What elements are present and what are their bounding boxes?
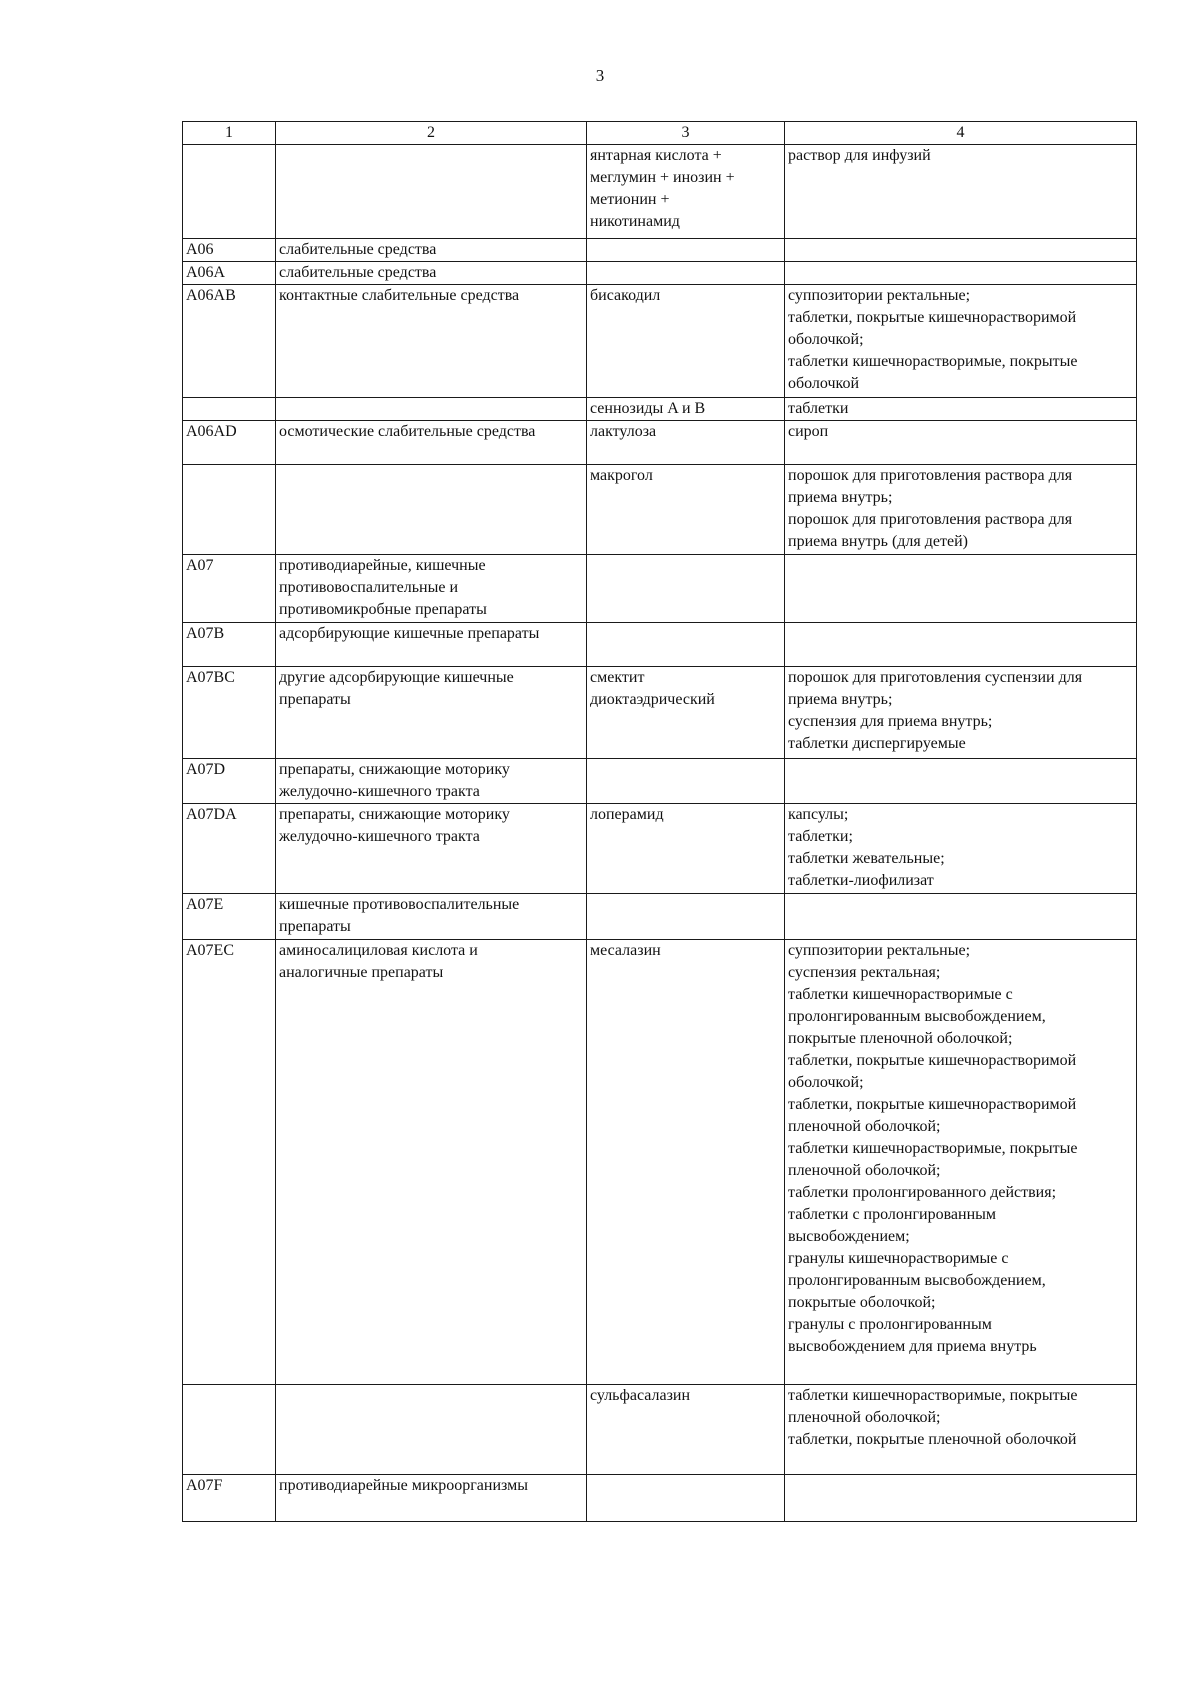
table-row (183, 1475, 1137, 1522)
drug-name-cell (587, 145, 785, 239)
drug-line: сульфасалазин (590, 1387, 691, 1404)
dosage-form-line: суспензия ректальная; (788, 964, 941, 981)
dosage-form-line: таблетки жевательные; (788, 850, 945, 867)
table-row (183, 145, 1137, 239)
dosage-forms-cell (785, 145, 1137, 239)
dosage-form-line: пролонгированным высвобождением, (788, 1008, 1046, 1025)
dosage-form-line: порошок для приготовления раствора для (788, 511, 1073, 528)
drug-name-cell (587, 465, 785, 555)
atc-code-cell: A06AD (183, 421, 276, 465)
dosage-form-line: таблетки, покрытые пленочной оболочкой (788, 1431, 1077, 1448)
dosage-form-line: приема внутрь; (788, 489, 893, 506)
dosage-forms-cell (785, 1475, 1137, 1522)
dosage-form-line: таблетки-лиофилизат (788, 872, 934, 889)
dosage-form-line: приема внутрь; (788, 691, 893, 708)
group-line: противодиарейные микроорганизмы (279, 1477, 528, 1494)
dosage-form-line: таблетки кишечнорастворимые, покрытые (788, 1387, 1078, 1404)
dosage-forms-cell (785, 262, 1137, 285)
dosage-form-line: гранулы кишечнорастворимые с (788, 1250, 1009, 1267)
drug-line: лоперамид (590, 806, 664, 823)
drug-name-cell (587, 1475, 785, 1522)
group-line: желудочно-кишечного тракта (279, 783, 480, 800)
table-row (183, 465, 1137, 555)
dosage-form-line: таблетки, покрытые кишечнорастворимой (788, 1052, 1077, 1069)
dosage-forms-cell (785, 465, 1137, 555)
pharmacological-group-cell (276, 804, 587, 894)
table-body (183, 145, 1137, 1522)
drug-line: меглумин + инозин + (590, 169, 735, 186)
pharmacological-group-cell (276, 239, 587, 262)
atc-code-cell: A06AB (183, 285, 276, 398)
group-line: слабительные средства (279, 264, 437, 281)
drug-name-cell (587, 262, 785, 285)
dosage-form-line: таблетки кишечнорастворимые, покрытые (788, 1140, 1078, 1157)
atc-code-cell (183, 465, 276, 555)
dosage-form-line: суппозитории ректальные; (788, 942, 971, 959)
dosage-forms-cell (785, 667, 1137, 759)
group-line: слабительные средства (279, 241, 437, 258)
table-row (183, 398, 1137, 421)
drug-name-cell (587, 1385, 785, 1475)
drug-name-cell (587, 398, 785, 421)
group-line: препараты, снижающие моторику (279, 761, 510, 778)
table-row (183, 759, 1137, 804)
dosage-form-line: суппозитории ректальные; (788, 287, 971, 304)
dosage-form-line: оболочкой (788, 375, 860, 392)
drug-line: метионин + (590, 191, 670, 208)
pharmacological-group-cell (276, 759, 587, 804)
atc-code-cell: A06A (183, 262, 276, 285)
dosage-forms-cell (785, 759, 1137, 804)
dosage-form-line: покрытые пленочной оболочкой; (788, 1030, 1013, 1047)
pharmacological-group-cell (276, 667, 587, 759)
drug-name-cell (587, 239, 785, 262)
pharmacological-group-cell (276, 398, 587, 421)
dosage-forms-cell (785, 894, 1137, 940)
dosage-forms-cell (785, 1385, 1137, 1475)
dosage-forms-cell (785, 940, 1137, 1385)
page-number: 3 (595, 66, 605, 85)
dosage-forms-cell (785, 239, 1137, 262)
pharmacological-group-cell (276, 465, 587, 555)
dosage-form-line: высвобождением для приема внутрь (788, 1338, 1037, 1355)
group-line: препараты (279, 691, 351, 708)
table-row (183, 262, 1137, 285)
dosage-forms-cell (785, 398, 1137, 421)
group-line: препараты (279, 918, 351, 935)
drug-line: диоктаэдрический (590, 691, 715, 708)
table-row (183, 623, 1137, 667)
atc-code-cell (183, 1385, 276, 1475)
group-line: другие адсорбирующие кишечные (279, 669, 514, 686)
dosage-form-line: раствор для инфузий (788, 147, 931, 164)
dosage-form-line: оболочкой; (788, 331, 864, 348)
column-header-1: 1 (183, 122, 276, 145)
group-line: желудочно-кишечного тракта (279, 828, 480, 845)
dosage-form-line: таблетки с пролонгированным (788, 1206, 997, 1223)
dosage-form-line: капсулы; (788, 806, 849, 823)
drug-name-cell (587, 804, 785, 894)
dosage-forms-cell (785, 555, 1137, 623)
group-line: противодиарейные, кишечные (279, 557, 486, 574)
pharmacological-group-cell (276, 145, 587, 239)
drug-name-cell (587, 667, 785, 759)
dosage-form-line: пленочной оболочкой; (788, 1162, 941, 1179)
pharmacological-group-cell (276, 623, 587, 667)
dosage-form-line: таблетки, покрытые кишечнорастворимой (788, 309, 1077, 326)
group-line: противовоспалительные и (279, 579, 458, 596)
table-row (183, 555, 1137, 623)
dosage-form-line: покрытые оболочкой; (788, 1294, 936, 1311)
dosage-form-line: таблетки диспергируемые (788, 735, 966, 752)
drug-line: лактулоза (590, 423, 657, 440)
drug-name-cell (587, 759, 785, 804)
dosage-form-line: пролонгированным высвобождением, (788, 1272, 1046, 1289)
dosage-forms-cell (785, 804, 1137, 894)
dosage-form-line: пленочной оболочкой; (788, 1118, 941, 1135)
atc-code-cell: A07BC (183, 667, 276, 759)
atc-code-cell: A07D (183, 759, 276, 804)
group-line: осмотические слабительные средства (279, 423, 536, 440)
atc-code-cell: A07EC (183, 940, 276, 1385)
drug-name-cell (587, 623, 785, 667)
drug-line: месалазин (590, 942, 661, 959)
dosage-form-line: суспензия для приема внутрь; (788, 713, 993, 730)
pharmacological-group-cell (276, 285, 587, 398)
drug-line: никотинамид (590, 213, 680, 230)
column-header-4: 4 (785, 122, 1137, 145)
atc-code-cell: A07 (183, 555, 276, 623)
dosage-form-line: порошок для приготовления суспензии для (788, 669, 1083, 686)
column-header-2: 2 (276, 122, 587, 145)
table-row (183, 804, 1137, 894)
atc-code-cell: A07E (183, 894, 276, 940)
pharmacological-group-cell (276, 555, 587, 623)
table-header-row (183, 122, 1137, 145)
drug-line: сеннозиды A и B (590, 400, 706, 417)
drug-name-cell (587, 894, 785, 940)
dosage-form-line: порошок для приготовления раствора для (788, 467, 1073, 484)
table-row (183, 285, 1137, 398)
dosage-forms-cell (785, 421, 1137, 465)
atc-code-cell: A07DA (183, 804, 276, 894)
drug-line: смектит (590, 669, 645, 686)
dosage-form-line: оболочкой; (788, 1074, 864, 1091)
dosage-form-line: таблетки, покрытые кишечнорастворимой (788, 1096, 1077, 1113)
table-row (183, 239, 1137, 262)
dosage-form-line: таблетки кишечнорастворимые, покрытые (788, 353, 1078, 370)
drug-name-cell (587, 940, 785, 1385)
group-line: кишечные противовоспалительные (279, 896, 520, 913)
drug-line: бисакодил (590, 287, 661, 304)
table-row (183, 940, 1137, 1385)
atc-code-cell (183, 398, 276, 421)
table-row (183, 667, 1137, 759)
pharmacological-group-cell (276, 940, 587, 1385)
pharmacological-group-cell (276, 1475, 587, 1522)
drug-line: янтарная кислота + (590, 147, 722, 164)
pharmacological-group-cell (276, 262, 587, 285)
atc-code-cell: A07F (183, 1475, 276, 1522)
dosage-form-line: гранулы с пролонгированным (788, 1316, 992, 1333)
atc-code-cell: A07B (183, 623, 276, 667)
table-row (183, 894, 1137, 940)
column-header-3: 3 (587, 122, 785, 145)
drug-line: макрогол (590, 467, 653, 484)
atc-code-cell: A06 (183, 239, 276, 262)
dosage-form-line: таблетки кишечнорастворимые с (788, 986, 1013, 1003)
pharmacological-group-cell (276, 894, 587, 940)
pharmacological-group-cell (276, 1385, 587, 1475)
table-row (183, 1385, 1137, 1475)
table-row (183, 421, 1137, 465)
dosage-form-line: таблетки пролонгированного действия; (788, 1184, 1057, 1201)
group-line: аналогичные препараты (279, 964, 444, 981)
dosage-form-line: таблетки; (788, 828, 853, 845)
group-line: препараты, снижающие моторику (279, 806, 510, 823)
dosage-form-line: приема внутрь (для детей) (788, 533, 968, 550)
drug-name-cell (587, 421, 785, 465)
group-line: аминосалициловая кислота и (279, 942, 478, 959)
dosage-forms-cell (785, 623, 1137, 667)
atc-code-cell (183, 145, 276, 239)
dosage-form-line: сироп (788, 423, 829, 440)
group-line: противомикробные препараты (279, 601, 487, 618)
pharmacological-group-cell (276, 421, 587, 465)
drug-list-table (182, 121, 1137, 1522)
group-line: адсорбирующие кишечные препараты (279, 625, 540, 642)
drug-name-cell (587, 285, 785, 398)
drug-name-cell (587, 555, 785, 623)
group-line: контактные слабительные средства (279, 287, 520, 304)
dosage-form-line: таблетки (788, 400, 849, 417)
dosage-form-line: высвобождением; (788, 1228, 910, 1245)
dosage-form-line: пленочной оболочкой; (788, 1409, 941, 1426)
dosage-forms-cell (785, 285, 1137, 398)
